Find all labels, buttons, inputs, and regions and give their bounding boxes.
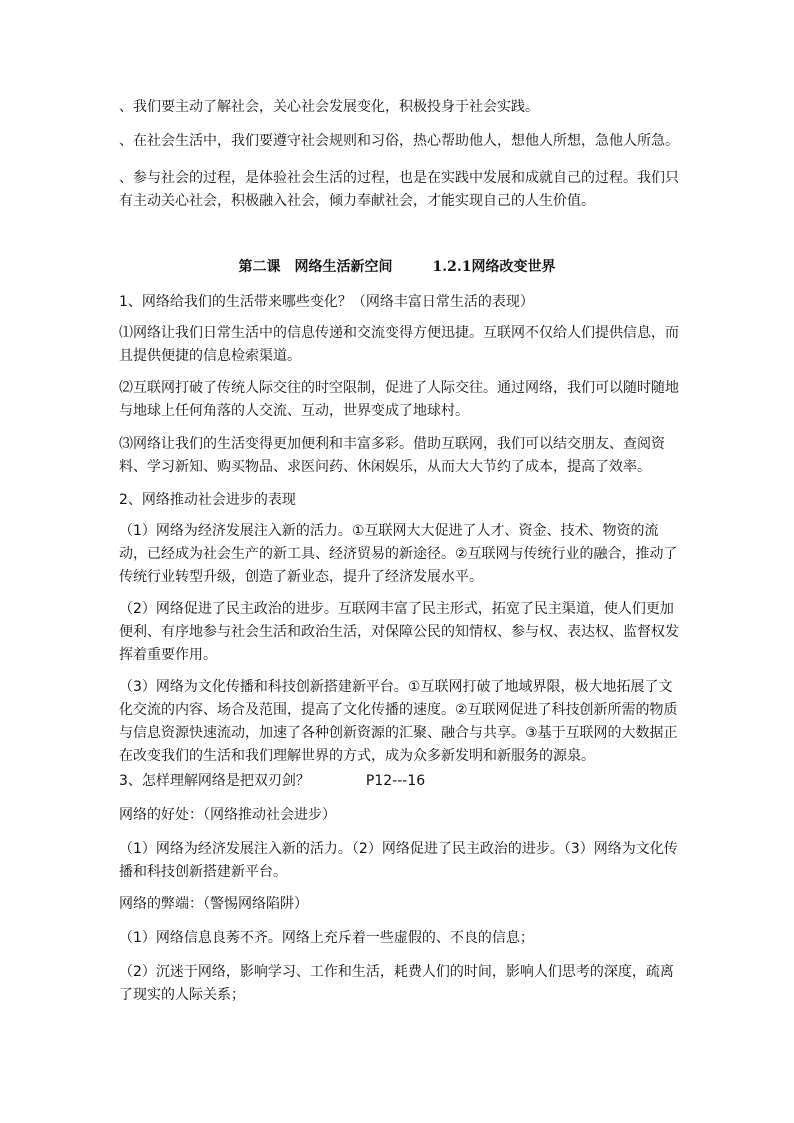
benefits-text: （1）网络为经济发展注入新的活力。（2）网络促进了民主政治的进步。（3）网络为文化传播和科技创新搭建新平台。	[119, 841, 678, 880]
intro-paragraph-2: 、在社会生活中，我们要遵守社会规则和习俗，热心帮助他人，想他人所想，急他人所急。	[119, 133, 679, 149]
question-2-item-1: （1）网络为经济发展注入新的活力。①互联网大大促进了人才、资金、技术、物资的流动，已经成为社会生产的新工具、经济贸易的新途径。②互联网与传统行业的融合，推动了传统行业转型升级，创造了新业态，提升了经济发展水平。	[119, 523, 678, 585]
question-2-item-2: （2）网络促进了民主政治的进步。互联网丰富了民主形式，拓宽了民主渠道，使人们更加便利、有序地参与社会生活和政治生活，对保障公民的知情权、参与权、表达权、监督权发挥着重要作用。	[119, 601, 679, 663]
section-title: 1.2.1网络改变世界	[432, 259, 556, 275]
intro-paragraph-1: 、我们要主动了解社会，关心社会发展变化，积极投身于社会实践。	[119, 99, 539, 115]
question-1-item-3: ⑶网络让我们的生活变得更加便利和丰富多彩。借助互联网，我们可以结交朋友、查阅资料、学习新知、购买物品、求医问药、休闲娱乐，从而大大节约了成本，提高了效率。	[119, 436, 665, 475]
benefits-heading: 网络的好处：（网络推动社会进步）	[119, 807, 336, 823]
question-2-item-3: （3）网络为文化传播和科技创新搭建新平台。①互联网打破了地域界限，极大地拓展了文化交流的内容、场合及范围，提高了文化传播的速度。②互联网促进了科技创新所需的物质与信息资源快速流动，加速了各种创新资源的汇聚、融合与共享。③基于互联网的大数据正在改变我们的生活和我们理解世界的方式，成为众多新发明和新服务的源泉。	[119, 679, 678, 764]
lesson-heading	[0, 257, 794, 277]
intro-paragraph-3: 、参与社会的过程，是体验社会生活的过程，也是在实践中发展和成就自己的过程。我们只有主动关心社会，积极融入社会，倾力奉献社会，才能实现自己的人生价值。	[119, 170, 679, 209]
question-1-item-1: ⑴网络让我们日常生活中的信息传递和交流变得方便迅捷。互联网不仅给人们提供信息，而且提供便捷的信息检索渠道。	[119, 325, 679, 364]
drawbacks-item-1: （1）网络信息良莠不齐。网络上充斥着一些虚假的、不良的信息；	[119, 930, 534, 946]
question-1-item-2: ⑵互联网打破了传统人际交往的时空限制，促进了人际交往。通过网络，我们可以随时随地与地球上任何角落的人交流、互动，世界变成了地球村。	[119, 380, 679, 419]
question-2-title: 2、网络推动社会进步的表现	[119, 492, 296, 508]
lesson-title: 第二课 网络生活新空间	[238, 259, 393, 275]
drawbacks-heading: 网络的弊端：（警惕网络陷阱）	[119, 896, 308, 912]
drawbacks-item-2: （2）沉迷于网络，影响学习、工作和生活，耗费人们的时间，影响人们思考的深度，疏离了现实的人际关系；	[119, 964, 674, 1003]
question-1-title: 1、网络给我们的生活带来哪些变化？（网络丰富日常生活的表现）	[119, 294, 534, 310]
question-3-title: 3、怎样理解网络是把双刃剑？ P12---16	[119, 773, 426, 789]
